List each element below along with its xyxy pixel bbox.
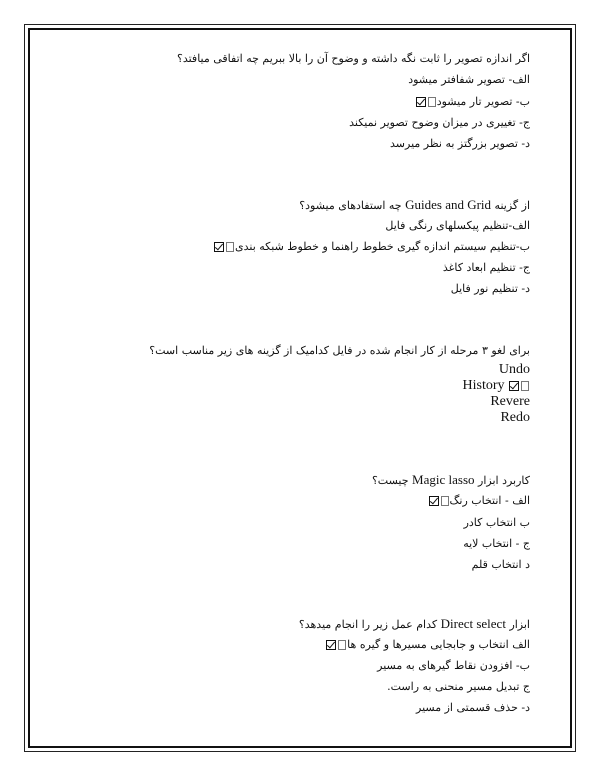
q3-option-3: Revere	[490, 394, 530, 409]
q4-option-c: ج - انتخاب لایه	[463, 537, 530, 550]
q2-option-d: د- تنظیم نور فایل	[450, 282, 530, 295]
checkbox-checked-icon[interactable]	[326, 640, 336, 650]
q4-question-prefix: کاربرد ابزار	[478, 474, 530, 487]
q2-question-term: Guides and Grid	[405, 197, 492, 212]
empty-box-icon	[226, 242, 234, 252]
q5-option-d: د- حذف قسمتی از مسیر	[416, 701, 530, 714]
q2-question-prefix: از گزینه	[494, 199, 530, 212]
q1-option-b: ب- تصویر تار میشود	[436, 95, 530, 108]
q5-option-b: ب- افزودن نقاط گیرهای به مسیر	[377, 659, 530, 672]
q4-question-suffix: چیست؟	[371, 474, 409, 487]
q5-question-prefix: ابزار	[509, 618, 530, 631]
q5-question-suffix: کدام عمل زیر را انجام میدهد؟	[298, 618, 438, 631]
q3-option-2: History	[462, 378, 505, 393]
empty-box-icon	[428, 97, 436, 107]
empty-box-icon	[338, 640, 346, 650]
q4-question-term: Magic lasso	[412, 472, 475, 487]
checkbox-checked-icon[interactable]	[416, 97, 426, 107]
checkbox-checked-icon[interactable]	[509, 381, 519, 391]
q2-option-a: الف-تنظیم پیکسلهای رنگی فایل	[385, 219, 530, 232]
empty-box-icon	[521, 381, 529, 391]
q2-option-c: ج- تنظیم ابعاد کاغذ	[442, 261, 530, 274]
q1-option-c: ج- تغییری در میزان وضوح تصویر نمیکند	[349, 116, 530, 129]
q2-option-b-row[interactable]	[213, 240, 530, 254]
q2-question	[299, 198, 530, 213]
empty-box-icon	[441, 496, 449, 506]
q3-option-2-row[interactable]	[463, 378, 531, 394]
q1-option-d: د- تصویر بزرگتز به نظر میرسد	[390, 137, 530, 150]
q4-option-d: د انتخاب قلم	[471, 558, 530, 571]
q2-question-suffix: چه استفادهای میشود؟	[299, 199, 402, 212]
q1-option-b-row[interactable]	[415, 95, 530, 109]
q2-option-b: ب-تنظیم سیستم اندازه گیری خطوط راهنما و خطوط شبکه بندی	[235, 240, 530, 253]
q5-question	[299, 617, 530, 632]
q4-question	[372, 473, 530, 488]
q3-option-4: Redo	[500, 410, 530, 425]
checkbox-checked-icon[interactable]	[429, 496, 439, 506]
q1-question: اگر اندازه تصویر را ثابت نگه داشته و وضوح آن را بالا ببریم چه اتفاقی میافتد؟	[177, 52, 530, 65]
q1-option-a: الف- تصویر شفافتر میشود	[408, 73, 530, 86]
checkbox-checked-icon[interactable]	[214, 242, 224, 252]
q4-option-a: الف - انتخاب رنگ	[449, 494, 530, 507]
q5-question-term: Direct select	[440, 616, 506, 631]
q3-option-1: Undo	[498, 362, 530, 377]
q5-option-a: الف انتخاب و جابجایی مسیرها و گیره ها	[347, 638, 530, 651]
q5-option-a-row[interactable]	[325, 638, 530, 652]
q4-option-b: ب انتخاب کادر	[463, 516, 530, 529]
q3-question: برای لغو ۳ مرحله از کار انجام شده در فایل کدامیک از گزینه های زیر مناسب است؟	[149, 344, 530, 357]
q4-option-a-row[interactable]	[428, 494, 530, 508]
q5-option-c: ج تبدیل مسیر منحنی به راست.	[387, 680, 530, 693]
